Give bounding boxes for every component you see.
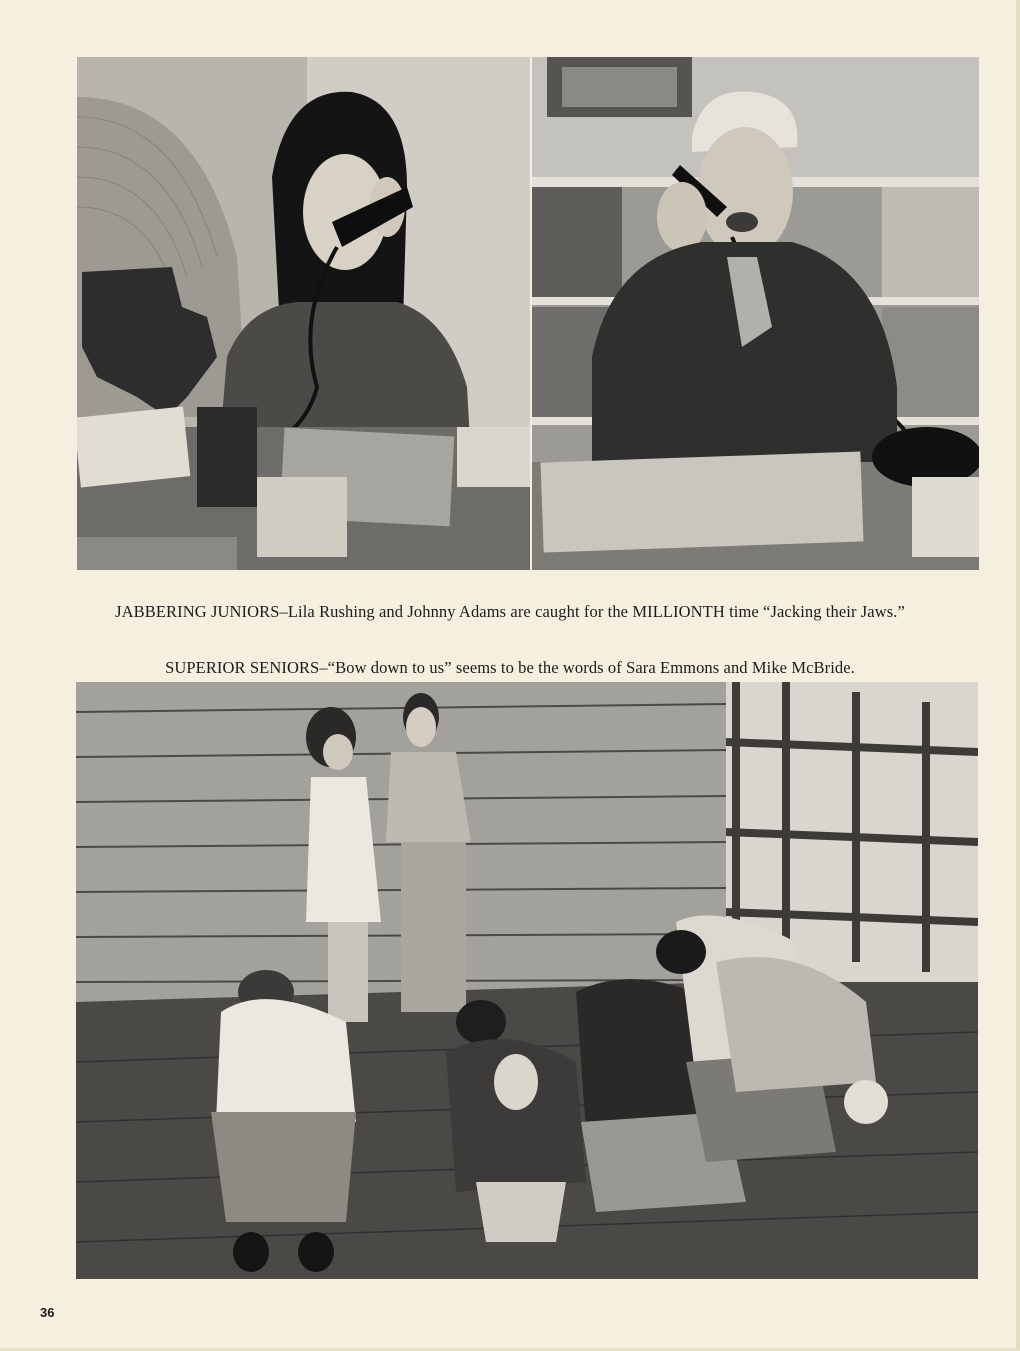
caption-jabbering-juniors: JABBERING JUNIORS–Lila Rushing and Johnny Adams are caught for the MILLIONTH time “Jacking their Jaws.”: [115, 601, 905, 621]
photo-students-bowing: [76, 682, 978, 1279]
page-number: 36: [40, 1305, 55, 1320]
photo-boy-on-telephone: [532, 57, 979, 570]
photo-girl-on-telephone: [77, 57, 530, 570]
caption-superior-seniors: SUPERIOR SENIORS–“Bow down to us” seems to be the words of Sara Emmons and Mike McBride.: [165, 657, 855, 677]
